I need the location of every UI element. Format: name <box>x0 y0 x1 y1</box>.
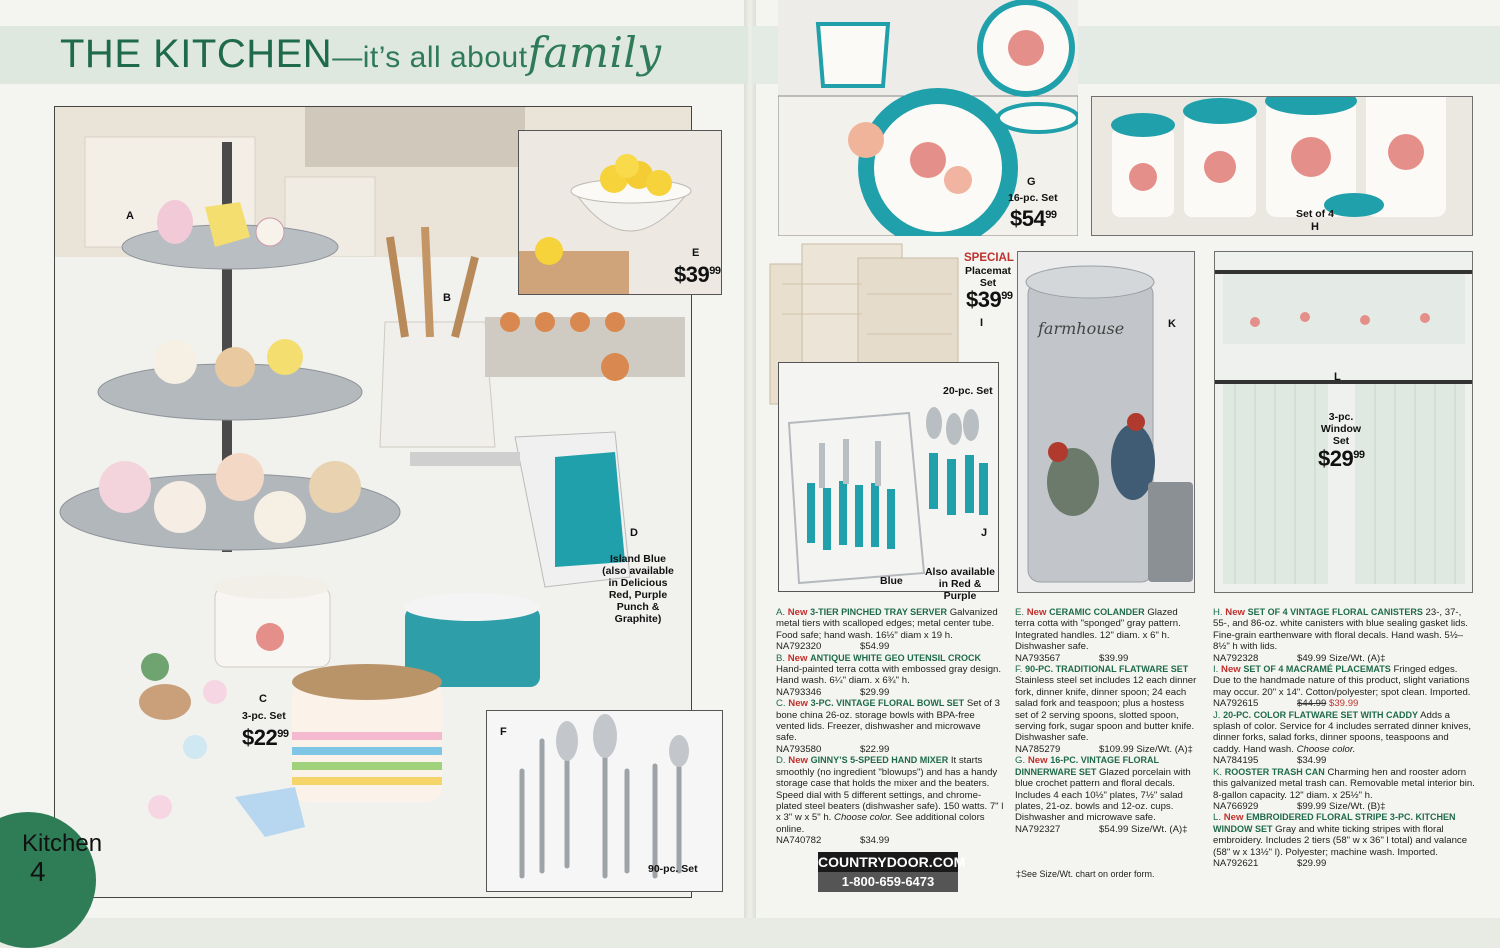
caption-j-available: Also available in Red & Purple <box>924 566 996 602</box>
item-d-desc-italic: Choose color. <box>834 812 893 824</box>
caption-j-set: 20-pc. Set <box>943 385 993 397</box>
item-a <box>776 607 1004 641</box>
caption-i-special: SPECIAL <box>964 252 1014 264</box>
item-e-letter: E. <box>1015 607 1025 618</box>
price-i <box>966 287 1012 313</box>
section-tab-word: Kitchen <box>22 830 103 857</box>
item-i-price: $39.99 <box>1329 698 1359 710</box>
item-k-letter: K. <box>1213 766 1223 778</box>
item-a-price: $54.99 <box>860 641 890 653</box>
copy-column-1 <box>776 607 1004 847</box>
item-g-name: 16-PC. VINTAGE FLORAL DINNERWARE SET <box>1015 755 1159 777</box>
item-h-new: New <box>1225 607 1245 618</box>
item-c-letter: C. <box>776 698 786 710</box>
item-e-new: New <box>1026 607 1047 618</box>
label-l: L <box>1334 371 1341 383</box>
item-g-code: NA792327 <box>1015 823 1061 835</box>
item-b-sku <box>776 687 1004 698</box>
farmhouse-text: farmhouse <box>1038 319 1125 338</box>
item-d-price: $34.99 <box>860 835 890 847</box>
price-l-cents: 99 <box>1353 449 1365 461</box>
item-g <box>1015 755 1197 823</box>
item-f-letter: F. <box>1015 664 1023 676</box>
item-j-sku <box>1213 755 1475 766</box>
copy-column-3 <box>1213 607 1475 869</box>
section-tab-number: 4 <box>30 856 46 887</box>
item-g-letter: G. <box>1015 755 1026 767</box>
item-d-desc: It starts smoothly (no ingredient "blowups") and has a handy storage case that holds the mixer and the beaters. Speed dial with 5 different settings, and chrome-plated steel beaters (dishwasher safe). 150 watts. 7" l x 3" w x 5" h. <box>776 755 1004 824</box>
price-c-dollars: $22 <box>242 725 278 750</box>
item-l-name: EMBROIDERED FLORAL STRIPE 3-PC. KITCHEN WINDOW SET <box>1213 812 1456 834</box>
item-e-price: $39.99 <box>1099 652 1129 664</box>
contact-badge <box>818 852 966 892</box>
caption-i-label: Placemat Set <box>964 265 1012 289</box>
item-a-name: 3-TIER PINCHED TRAY SERVER <box>810 607 948 617</box>
title-script: family <box>527 28 662 77</box>
item-l-code: NA792621 <box>1213 857 1259 869</box>
price-e-cents: 99 <box>709 265 721 277</box>
item-d-letter: D. <box>776 755 786 767</box>
item-d-desc-tail: See additional colors online. <box>776 812 985 835</box>
item-k-price: $99.99 <box>1297 800 1327 812</box>
item-e <box>1015 607 1197 653</box>
page-title <box>60 28 662 77</box>
label-h: H <box>1311 221 1319 233</box>
item-g-price: $54.99 <box>1099 823 1129 835</box>
item-a-code: NA792320 <box>776 641 822 653</box>
item-b <box>776 653 1004 687</box>
item-c-name: 3-PC. VINTAGE FLORAL BOWL SET <box>810 698 965 709</box>
label-b: B <box>443 292 451 304</box>
item-g-suffix: Size/Wt. (A)‡ <box>1131 823 1188 835</box>
item-h-code: NA792328 <box>1213 652 1259 664</box>
price-c-cents: 99 <box>277 728 289 740</box>
label-i: I <box>980 317 984 329</box>
item-i-letter: I. <box>1213 664 1219 676</box>
trash-can-photo <box>1017 251 1195 593</box>
caption-f-set: 90-pc. Set <box>648 863 698 875</box>
caption-l-label: 3-pc. Window Set <box>1320 411 1362 447</box>
item-e-desc: Glazed terra cotta with "sponged" gray pattern. Integrated handles. 12" diam. x 6" h. Dishwasher safe. <box>1015 607 1181 653</box>
item-d-name: GINNY’S 5-SPEED HAND MIXER <box>810 755 949 766</box>
item-j-name: 20-PC. COLOR FLATWARE SET WITH CADDY <box>1223 709 1418 720</box>
item-d-new: New <box>788 755 808 767</box>
item-c-code: NA793580 <box>776 743 822 755</box>
item-e-sku <box>1015 653 1197 664</box>
item-h <box>1213 607 1475 653</box>
trash-can-illustration <box>1018 252 1195 593</box>
label-j: J <box>981 527 988 539</box>
item-j-code: NA784195 <box>1213 755 1259 767</box>
price-l-dollars: $29 <box>1318 446 1354 471</box>
item-e-name: CERAMIC COLANDER <box>1049 607 1145 617</box>
item-l-price: $29.99 <box>1297 857 1327 869</box>
item-f <box>1015 664 1197 744</box>
item-i-code: NA792615 <box>1213 698 1259 710</box>
item-b-letter: B. <box>776 652 786 664</box>
item-f-desc: Stainless steel set includes 12 each dinner fork, dinner knife, dinner spoon; 24 each salad fork and teaspoon; plus a hostess set of 2 serving spoons, slotted spoon, serving fork, sugar spoon and butter knife. Dishwasher safe. <box>1015 675 1197 744</box>
item-f-code: NA785279 <box>1015 743 1061 755</box>
item-l-letter: L. <box>1213 812 1222 824</box>
item-k-suffix: Size/Wt. (B)‡ <box>1329 800 1386 812</box>
item-a-sku <box>776 641 1004 652</box>
caption-d: Island Blue (also available in Delicious Red, Purple Punch & Graphite) <box>602 553 674 625</box>
item-l <box>1213 812 1475 858</box>
label-a: A <box>126 210 134 222</box>
item-i <box>1213 664 1475 698</box>
page-gutter <box>744 0 756 918</box>
label-d: D <box>630 527 638 539</box>
item-k-name: ROOSTER TRASH CAN <box>1224 766 1325 777</box>
item-k-desc: Charming hen and rooster adorn this galvanized metal trash can. Removable metal interior bin. 8-gallon capacity. 12" diam. x 25½" h. <box>1213 766 1475 801</box>
price-i-cents: 99 <box>1001 290 1013 302</box>
item-l-sku <box>1213 858 1475 869</box>
item-h-desc: 23-, 37-, 55-, and 86-oz. white canisters with blue sealing gasket lids. Fine-grain earthenware with floral decals. Hand wash. 5½–8½" h with lids. <box>1213 607 1468 653</box>
item-l-new: New <box>1223 812 1244 824</box>
price-g <box>1010 206 1056 232</box>
caption-j-blue: Blue <box>880 575 903 587</box>
phone-number[interactable]: 1-800-659-6473 <box>818 872 958 892</box>
item-h-suffix: Size/Wt. (A)‡ <box>1329 652 1386 664</box>
price-c <box>242 725 288 751</box>
item-b-code: NA793346 <box>776 686 822 698</box>
item-f-name: 90-PC. TRADITIONAL FLATWARE SET <box>1025 664 1189 675</box>
item-a-letter: A. <box>776 607 786 618</box>
item-b-desc: Hand-painted terra cotta with embossed gray design. Hand wash. 6¼" diam. x 6¾" h. <box>776 664 1002 687</box>
item-f-price: $109.99 <box>1099 743 1134 755</box>
item-j-letter: J. <box>1213 709 1221 721</box>
item-j-price: $34.99 <box>1297 755 1327 767</box>
price-e <box>674 262 720 288</box>
item-g-desc: Glazed porcelain with blue crochet pattern and floral decals. Includes 4 each 10½" plates, 7½" salad plates, 21-oz. bowls and 12-oz. cups. Dishwasher and microwave safe. <box>1015 766 1191 824</box>
item-b-new: New <box>787 652 808 664</box>
title-sub: —it’s all about <box>332 41 528 74</box>
item-i-name: SET OF 4 MACRAMÉ PLACEMATS <box>1243 664 1391 675</box>
item-f-sku <box>1015 744 1197 755</box>
item-d-sku <box>776 835 1004 846</box>
caption-g-set: 16-pc. Set <box>1008 192 1058 204</box>
item-h-name: SET OF 4 VINTAGE FLORAL CANISTERS <box>1247 607 1423 617</box>
item-c-price: $22.99 <box>860 743 890 755</box>
item-a-desc: Galvanized metal tiers with scalloped edges; metal center tube. Food safe; hand wash. 16½" diam x 19 h. <box>776 607 998 641</box>
item-j-desc-italic: Choose color. <box>1296 743 1356 755</box>
item-k-sku <box>1213 801 1475 812</box>
item-j <box>1213 710 1475 756</box>
website-link[interactable]: COUNTRYDOOR.COM <box>818 854 966 870</box>
item-h-price: $49.99 <box>1297 652 1327 664</box>
item-a-new: New <box>787 607 808 618</box>
item-k-code: NA766929 <box>1213 800 1259 812</box>
label-k: K <box>1168 318 1176 330</box>
canisters-photo <box>1091 96 1473 236</box>
item-i-desc: Fringed edges. Due to the handmade nature of this product, slight variations may occur. 20" x 14". Cotton/polyester; spot clean. Imported. <box>1213 664 1471 698</box>
label-c: C <box>259 693 267 705</box>
item-b-price: $29.99 <box>860 686 890 698</box>
caption-c-set: 3-pc. Set <box>242 710 286 722</box>
caption-h-set: Set of 4 <box>1296 208 1334 220</box>
item-i-sku <box>1213 698 1475 709</box>
item-g-new: New <box>1027 755 1048 767</box>
price-g-dollars: $54 <box>1010 206 1046 231</box>
item-c-new: New <box>788 698 808 710</box>
item-j-desc: Adds a splash of color. Service for 4 includes serrated dinner knives, dinner forks, salad forks, dinner spoons, teaspoons and caddy. Hand wash. <box>1213 709 1472 755</box>
price-l <box>1318 446 1364 472</box>
item-l-desc: Gray and white ticking stripes with floral embroidery. Includes 2 tiers (58" w x 36" l total) and valance (58" w x 13½" l). Polyester; machine wash. Imported. <box>1213 823 1468 858</box>
price-g-cents: 99 <box>1045 209 1057 221</box>
item-d <box>776 755 1004 835</box>
item-b-name: ANTIQUE WHITE GEO UTENSIL CROCK <box>810 652 981 663</box>
item-h-letter: H. <box>1213 607 1223 618</box>
label-f: F <box>500 726 507 738</box>
item-c-sku <box>776 744 1004 755</box>
label-g: G <box>1027 176 1036 188</box>
price-e-dollars: $39 <box>674 262 710 287</box>
label-e: E <box>692 247 700 259</box>
footnote: ‡See Size/Wt. chart on order form. <box>1016 869 1155 879</box>
price-i-dollars: $39 <box>966 287 1002 312</box>
canisters-illustration <box>1092 97 1473 236</box>
item-e-code: NA793567 <box>1015 652 1061 664</box>
item-k <box>1213 767 1475 801</box>
flatware-caddy-illustration <box>779 363 999 592</box>
item-h-sku <box>1213 653 1475 664</box>
item-d-code: NA740782 <box>776 835 822 847</box>
item-i-new: New <box>1221 664 1241 676</box>
item-c <box>776 698 1004 744</box>
copy-column-2 <box>1015 607 1197 835</box>
title-main: THE KITCHEN <box>60 32 333 76</box>
item-f-suffix: Size/Wt. (A)‡ <box>1136 743 1193 755</box>
item-g-sku <box>1015 824 1197 835</box>
item-c-desc: Set of 3 bone china 26-oz. storage bowls with BPA-free vented lids. Freezer, dishwasher and microwave safe. <box>776 698 1000 744</box>
item-i-price-old: $44.99 <box>1297 698 1327 710</box>
